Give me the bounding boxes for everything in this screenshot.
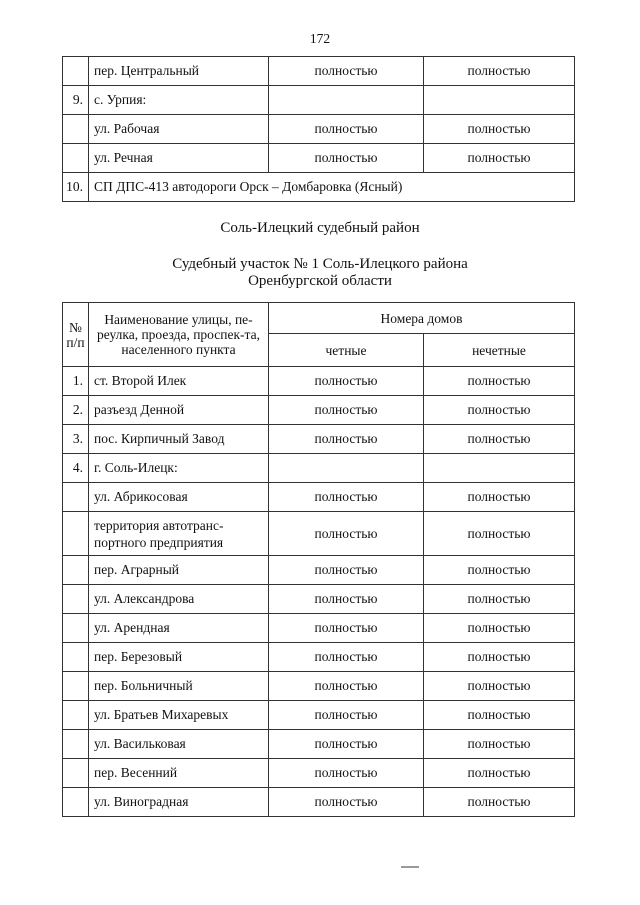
- odd-houses: [424, 454, 575, 483]
- page-number: 172: [309, 31, 331, 46]
- even-houses: полностью: [269, 672, 424, 701]
- odd-houses: полностью: [424, 614, 575, 643]
- even-houses: полностью: [269, 425, 424, 454]
- table-row: [63, 115, 575, 144]
- number-header-symbol: №: [69, 319, 82, 335]
- odd-houses: полностью: [424, 425, 575, 454]
- table-row: [63, 614, 575, 643]
- odd-houses: полностью: [424, 556, 575, 585]
- court-title: Судебный участок № 1 Соль-Илецкого района: [172, 256, 468, 272]
- odd-houses: полностью: [424, 672, 575, 701]
- street-name: ул. Рабочая: [89, 115, 269, 144]
- continuation-table: [62, 56, 575, 202]
- even-houses: [269, 454, 424, 483]
- odd-houses: полностью: [424, 759, 575, 788]
- street-name: ул. Васильковая: [89, 730, 269, 759]
- odd-houses: полностью: [424, 701, 575, 730]
- street-name: ул. Речная: [89, 144, 269, 173]
- odd-houses: полностью: [424, 483, 575, 512]
- odd-houses: полностью: [424, 57, 575, 86]
- row-number: 10.: [63, 173, 89, 202]
- row-number: 9.: [63, 86, 89, 115]
- even-houses: полностью: [269, 614, 424, 643]
- street-name: ул. Абрикосовая: [89, 483, 269, 512]
- odd-header: нечетные: [424, 334, 575, 367]
- odd-houses: полностью: [424, 144, 575, 173]
- odd-houses: полностью: [424, 585, 575, 614]
- table-row: [63, 556, 575, 585]
- even-houses: полностью: [269, 556, 424, 585]
- table-row: [63, 396, 575, 425]
- even-houses: полностью: [269, 396, 424, 425]
- scan-mark: [401, 866, 419, 868]
- row-number: [63, 115, 89, 144]
- even-houses: полностью: [269, 701, 424, 730]
- row-number: 3.: [63, 425, 89, 454]
- even-houses: полностью: [269, 367, 424, 396]
- row-number: [63, 672, 89, 701]
- table-header-row: [63, 303, 575, 334]
- row-number: [63, 614, 89, 643]
- court-region: Оренбургской области: [248, 273, 392, 289]
- checkpoint-name: СП ДПС-413 автодороги Орск – Домбаровка (Ясный): [89, 173, 575, 202]
- street-name: ул. Александрова: [89, 585, 269, 614]
- district-title: Соль-Илецкий судебный район: [220, 220, 420, 236]
- street-name: пер. Весенний: [89, 759, 269, 788]
- odd-houses: полностью: [424, 367, 575, 396]
- even-houses: полностью: [269, 115, 424, 144]
- row-number: 2.: [63, 396, 89, 425]
- table-row: [63, 512, 575, 556]
- table-row: [63, 454, 575, 483]
- table-row: [63, 367, 575, 396]
- street-name: пер. Аграрный: [89, 556, 269, 585]
- odd-houses: полностью: [424, 730, 575, 759]
- number-header-abbr: п/п: [66, 334, 85, 350]
- street-name: пос. Кирпичный Завод: [89, 425, 269, 454]
- table-row: [63, 57, 575, 86]
- row-number: [63, 643, 89, 672]
- even-houses: полностью: [269, 512, 424, 556]
- street-name: ул. Виноградная: [89, 788, 269, 817]
- table-row: [63, 672, 575, 701]
- row-number: [63, 730, 89, 759]
- street-name: пер. Больничный: [89, 672, 269, 701]
- odd-houses: полностью: [424, 788, 575, 817]
- row-number: 1.: [63, 367, 89, 396]
- row-number: [63, 144, 89, 173]
- table-row: [63, 483, 575, 512]
- table-row: [63, 730, 575, 759]
- table-row: [63, 643, 575, 672]
- name-header: Наименование улицы, пе-реулка, проезда, проспек-та, населенного пункта: [89, 303, 269, 367]
- even-houses: полностью: [269, 483, 424, 512]
- odd-houses: [424, 86, 575, 115]
- street-name: ст. Второй Илек: [89, 367, 269, 396]
- odd-houses: полностью: [424, 643, 575, 672]
- table-row: [63, 144, 575, 173]
- table-row: [63, 425, 575, 454]
- street-name: пер. Центральный: [89, 57, 269, 86]
- table-row: [63, 585, 575, 614]
- street-name: территория автотранс-портного предприятия: [89, 512, 269, 556]
- table-row: [63, 788, 575, 817]
- even-houses: полностью: [269, 144, 424, 173]
- number-header: [63, 303, 89, 367]
- settlement-name: с. Урпия:: [89, 86, 269, 115]
- even-houses: полностью: [269, 643, 424, 672]
- table-row: [63, 173, 575, 202]
- street-name: ул. Арендная: [89, 614, 269, 643]
- row-number: 4.: [63, 454, 89, 483]
- table-row: [63, 701, 575, 730]
- row-number: [63, 57, 89, 86]
- street-name: разъезд Денной: [89, 396, 269, 425]
- even-houses: полностью: [269, 585, 424, 614]
- row-number: [63, 512, 89, 556]
- odd-houses: полностью: [424, 115, 575, 144]
- row-number: [63, 788, 89, 817]
- row-number: [63, 585, 89, 614]
- address-table-body: [63, 367, 575, 817]
- house-numbers-header: Номера домов: [269, 303, 575, 334]
- even-header: четные: [269, 334, 424, 367]
- odd-houses: полностью: [424, 396, 575, 425]
- even-houses: [269, 86, 424, 115]
- even-houses: полностью: [269, 57, 424, 86]
- even-houses: полностью: [269, 730, 424, 759]
- even-houses: полностью: [269, 759, 424, 788]
- row-number: [63, 556, 89, 585]
- row-number: [63, 483, 89, 512]
- street-name: ул. Братьев Михаревых: [89, 701, 269, 730]
- address-table: [62, 302, 575, 817]
- even-houses: полностью: [269, 788, 424, 817]
- odd-houses: полностью: [424, 512, 575, 556]
- table-row: [63, 86, 575, 115]
- street-name: пер. Березовый: [89, 643, 269, 672]
- table-row: [63, 759, 575, 788]
- row-number: [63, 701, 89, 730]
- street-name: г. Соль-Илецк:: [89, 454, 269, 483]
- row-number: [63, 759, 89, 788]
